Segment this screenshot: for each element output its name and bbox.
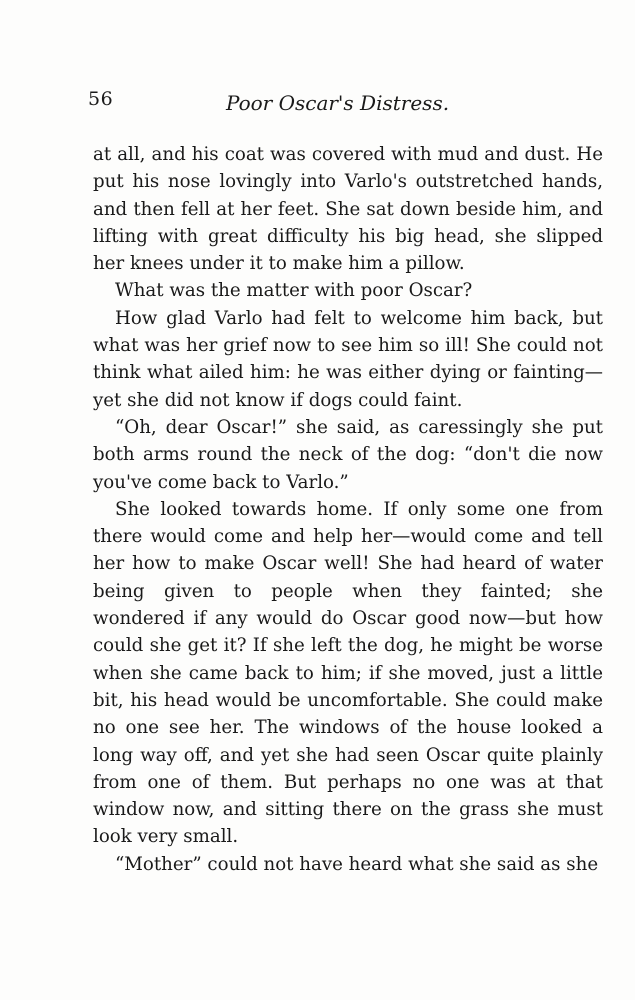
body-text — [93, 141, 603, 878]
paragraph: She looked towards home. If only some one from there would come and help her—would come and tell her how to make Oscar well! She had heard of water being given to people when they fainted; she wondered if any would do Oscar good now—but how could she get it? If she left the dog, he might be worse when she came back to him; if she moved, just a little bit, his head would be uncomfortable. She could make no one see her. The windows of the house looked a long way off, and yet she had seen Oscar quite plainly from one of them. But perhaps no one was at that window now, and sitting there on the grass she must look very small. — [93, 498, 603, 848]
paragraph: “Mother” could not have heard what she said as she — [115, 853, 599, 875]
paragraph: at all, and his coat was covered with mud and dust. He put his nose lovingly into Varlo's outstretched hands, and then fell at her feet. She sat down beside him, and lifting with great difficulty his big head, she slipped her knees under it to make him a pillow. — [93, 144, 603, 275]
page-number: 56 — [88, 88, 114, 110]
paragraph: “Oh, dear Oscar!” she said, as caressingly she put both arms round the neck of the dog: “don't die now you've come back to Varlo.” — [93, 416, 603, 493]
paragraph: What was the matter with poor Oscar? — [115, 280, 473, 302]
paragraph: How glad Varlo had felt to welcome him back, but what was her grief now to see him so ill! She could not think what ailed him: he was either dying or fainting—yet she did not know if dogs could faint. — [93, 307, 603, 411]
running-title: Poor Oscar's Distress. — [225, 91, 450, 115]
